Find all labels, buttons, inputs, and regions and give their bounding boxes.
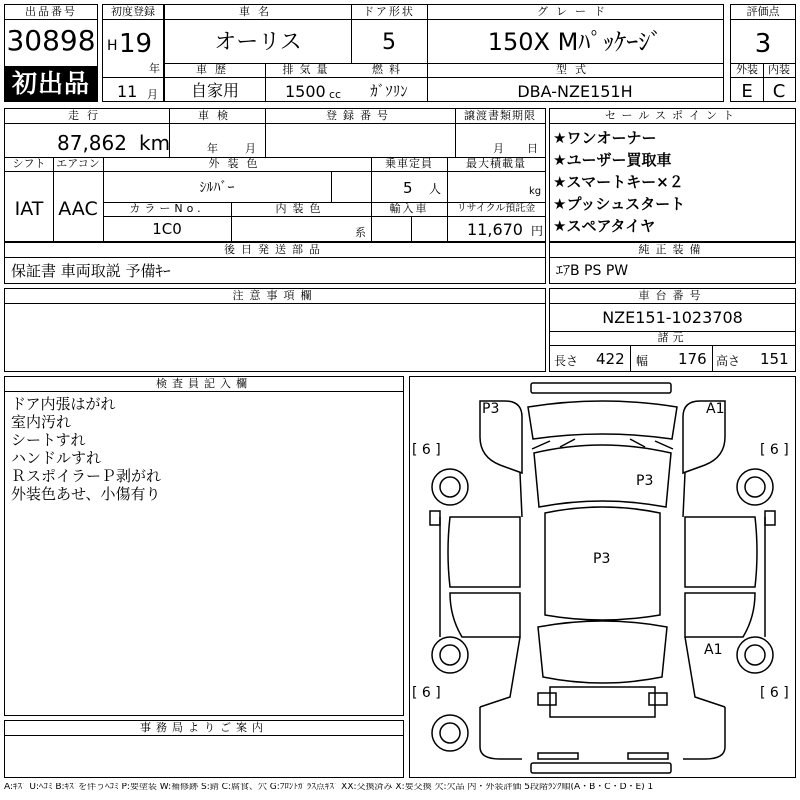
tail-detail-shape xyxy=(649,693,667,705)
width-value: 176 xyxy=(678,350,707,368)
height-label: 高さ xyxy=(716,354,741,368)
transfer-month-unit: 月 xyxy=(493,142,504,155)
mark-front-right: A1 xyxy=(706,401,725,417)
ac-type: AAC xyxy=(58,198,98,220)
tire-mark-rear-right: [ 6 ] xyxy=(760,685,789,701)
lot-label: 出品番号 xyxy=(5,5,97,20)
year-unit: 年 xyxy=(149,62,160,75)
displacement: 1500 xyxy=(285,82,326,101)
car-diagram xyxy=(410,377,795,777)
equipment-content: ｴｱB PS PW xyxy=(556,263,629,279)
chassis-title: 車台番号 xyxy=(550,289,795,304)
rear-panel-shape xyxy=(550,687,655,717)
tail-detail-shape xyxy=(538,693,556,705)
spec-title: 諸元 xyxy=(550,331,795,346)
ext-color-label: 外装色 xyxy=(103,157,371,172)
import-label: 輸入車 xyxy=(371,202,447,217)
wiper-shape xyxy=(532,439,673,449)
max-load-label: 最大積載量 xyxy=(447,157,545,172)
details-box xyxy=(4,108,546,242)
max-load-unit: kg xyxy=(529,186,542,197)
exterior-score-label: 外装 xyxy=(731,63,763,78)
inspector-note: ＲスポイラーＰ剥がれ xyxy=(11,467,162,485)
hood-shape xyxy=(528,401,677,439)
mark-front-left: P3 xyxy=(482,401,500,417)
transfer-day-unit: 日 xyxy=(527,142,538,155)
chassis-box xyxy=(549,288,796,372)
recycle-unit: 円 xyxy=(531,224,544,238)
first-registration-year: 19 xyxy=(119,29,153,59)
recycle-amount: 11,670 xyxy=(467,220,523,239)
mileage-unit: km xyxy=(139,131,171,155)
displacement-unit: cc xyxy=(329,88,342,101)
sales-point-item: ★スマートキー×２ xyxy=(553,173,684,191)
grade: 150X Mﾊﾟｯｹｰｼﾞ xyxy=(487,28,663,56)
mileage-label: 走行 xyxy=(5,109,169,124)
model-label: 型式 xyxy=(427,63,723,78)
int-color-unit: 系 xyxy=(355,226,366,239)
inspector-note: 室内汚れ xyxy=(11,413,72,431)
grade-label: グレード xyxy=(427,5,723,20)
rear-quarter-shape xyxy=(480,637,725,707)
capacity: 5 xyxy=(403,179,413,197)
first-registration-month: 11 xyxy=(117,82,138,101)
sales-points-title: セールスポイント xyxy=(550,109,795,124)
front-right-tire-shape xyxy=(745,477,765,497)
tire-mark-front-right: [ 6 ] xyxy=(760,442,789,458)
sales-point-item: ★プッシュスタート xyxy=(553,195,686,213)
shift-label: シフト xyxy=(5,157,53,172)
capacity-unit: 人 xyxy=(429,182,442,196)
tire-mark-rear-left: [ 6 ] xyxy=(412,685,441,701)
notes-title: 注意事項欄 xyxy=(5,289,545,304)
rear-right-tire-shape xyxy=(737,637,773,673)
door-label: ドア形状 xyxy=(351,5,427,20)
car-name: オーリス xyxy=(214,30,302,55)
sales-point-item: ★ユーザー買取車 xyxy=(553,151,672,169)
lot-number: 30898 xyxy=(6,24,96,57)
inspection-label: 車検 xyxy=(169,109,265,124)
transfer-docs-label: 譲渡書類期限 xyxy=(455,109,545,124)
inspector-box xyxy=(4,376,404,716)
notes-box xyxy=(4,288,546,372)
car-name-label: 車名 xyxy=(165,5,351,20)
exterior-score: E xyxy=(741,81,753,102)
front-bumper-shape xyxy=(531,383,671,393)
mark-rear-right: A1 xyxy=(704,642,723,658)
interior-score-label: 内装 xyxy=(763,63,795,78)
height-value: 151 xyxy=(760,350,789,368)
overall-score: 3 xyxy=(754,29,772,59)
mileage: 87,862 xyxy=(57,131,127,155)
ac-label: エアコン xyxy=(53,157,103,172)
fuel-type: ｶﾞｿﾘﾝ xyxy=(370,82,408,100)
equipment-box xyxy=(549,242,796,284)
fuel-label: 燃料 xyxy=(351,63,427,78)
a-pillar-shape xyxy=(520,473,685,517)
left-rear-door-shape xyxy=(450,593,520,637)
rear-fender-shape xyxy=(480,707,725,759)
int-color-label: 内装色 xyxy=(231,202,371,217)
mark-roof: P3 xyxy=(593,551,611,567)
registration-label: 登録番号 xyxy=(265,109,455,124)
mark-hood: P3 xyxy=(636,473,654,489)
rear-hatch-shape xyxy=(538,621,667,683)
office-notice-title: 事務局よりご案内 xyxy=(5,721,403,736)
first-registration-label: 初度登録 xyxy=(103,5,163,20)
ext-color: ｼﾙﾊﾞｰ xyxy=(199,180,235,196)
inspector-note: ドア内張はがれ xyxy=(11,395,116,413)
equipment-title: 純正装備 xyxy=(550,243,795,258)
car-diagram-box xyxy=(409,376,796,778)
car-history: 自家用 xyxy=(190,81,239,100)
delivery-parts-title: 後日発送部品 xyxy=(5,243,545,258)
left-front-door-shape xyxy=(448,517,520,587)
delivery-parts-box xyxy=(4,242,546,284)
plate-shape xyxy=(628,753,668,759)
inspector-note: シートすれ xyxy=(11,431,86,449)
interior-score: C xyxy=(772,81,786,102)
inspection-year-unit: 年 xyxy=(207,142,218,155)
displacement-label: 排気量 xyxy=(265,63,351,78)
legend-footer: A:ｷｽﾞ U:ﾍｺﾐ B:ｷｽﾞを伴うﾍｺﾐ P:要塗装 W:補修跡 S:錆 C:腐食、穴 G:ﾌﾛﾝﾄｶﾞﾗｽ点ｷｽﾞ XX:交換済み X:要交換 欠:欠品 内・外装評価 5段階ﾗﾝｸ順(A・B・C・D・E) 1 xyxy=(4,783,654,792)
recycle-label: リサイクル預託金 xyxy=(447,202,545,217)
capacity-label: 乗車定員 xyxy=(371,157,447,172)
score-label: 評価点 xyxy=(731,5,795,20)
shift-type: IAT xyxy=(14,198,44,220)
right-front-door-shape xyxy=(685,517,757,587)
plate-shape xyxy=(538,753,578,759)
front-left-tire-shape xyxy=(432,469,468,505)
spare-tire-shape xyxy=(432,715,468,751)
width-label: 幅 xyxy=(636,354,649,368)
inspector-title: 検査員記入欄 xyxy=(5,377,403,392)
door-count: 5 xyxy=(382,30,396,55)
inspector-note: ハンドルすれ xyxy=(11,449,102,467)
inspection-month-unit: 月 xyxy=(245,142,256,155)
color-code: 1C0 xyxy=(152,220,182,238)
front-right-tire-shape xyxy=(737,469,773,505)
delivery-parts-content: 保証書 車両取説 予備ｷｰ xyxy=(11,262,171,280)
color-no-label: カラーNo. xyxy=(103,202,231,217)
length-label: 長さ xyxy=(554,354,579,368)
first-listing-label: 初出品 xyxy=(11,69,90,98)
office-notice-box xyxy=(4,720,404,778)
sales-point-item: ★スペアタイヤ xyxy=(553,217,656,235)
length-value: 422 xyxy=(596,350,625,368)
score-box xyxy=(730,4,796,102)
sales-point-item: ★ワンオーナー xyxy=(553,129,657,147)
era-label: H xyxy=(107,38,118,54)
history-label: 車歴 xyxy=(165,63,265,78)
inspector-note: 外装色あせ、小傷有り xyxy=(11,485,161,503)
vehicle-info-box xyxy=(164,4,724,102)
tire-mark-front-left: [ 6 ] xyxy=(412,442,441,458)
rear-bumper-shape xyxy=(531,763,671,773)
spare-tire-shape xyxy=(440,723,460,743)
first-registration-box xyxy=(102,4,164,102)
right-rear-door-shape xyxy=(685,593,755,637)
chassis-number: NZE151-1023708 xyxy=(602,308,743,327)
front-left-tire-shape xyxy=(440,477,460,497)
sales-points-box xyxy=(549,108,796,242)
rear-left-tire-shape xyxy=(440,645,460,665)
model-code: DBA-NZE151H xyxy=(517,82,633,101)
rear-right-tire-shape xyxy=(745,645,765,665)
mirror-shape xyxy=(430,511,775,525)
rear-left-tire-shape xyxy=(432,637,468,673)
month-unit: 月 xyxy=(147,88,158,101)
